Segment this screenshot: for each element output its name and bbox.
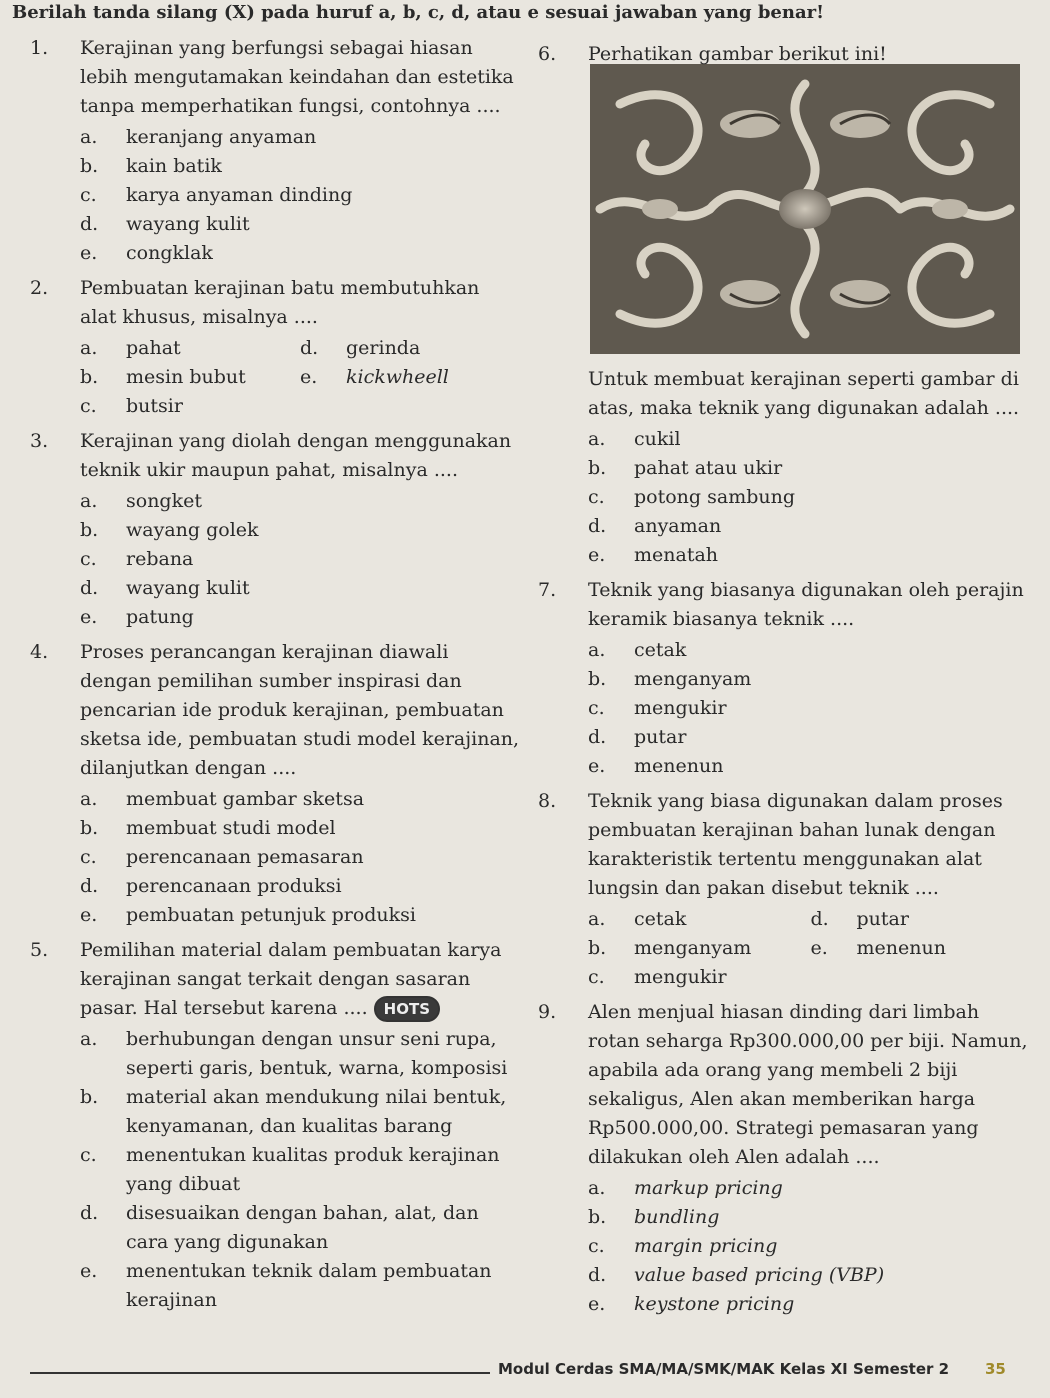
question-text: Alen menjual hiasan dinding dari limbah rotan seharga Rp300.000,00 per biji. Namun, apabila ada orang yang membeli 2 biji sekaligus, Alen akan memberikan harga Rp500.000,00. Strategi pemasaran yang dilakukan oleh Alen adalah ....	[588, 1001, 1028, 1168]
option-d[interactable]: d. disesuaikan dengan bahan, alat, dan cara yang digunakan	[80, 1202, 479, 1253]
question-number: 6.	[538, 43, 557, 65]
question-9	[538, 998, 1033, 1319]
question-text-continued: Untuk membuat kerajinan seperti gambar di atas, maka teknik yang digunakan adalah ....	[588, 368, 1020, 419]
option-e[interactable]: e. patung	[80, 606, 194, 628]
option-e[interactable]: e. menentukan teknik dalam pembuatan kerajinan	[80, 1260, 492, 1311]
option-e[interactable]: e. kickwheell	[300, 366, 449, 388]
option-a[interactable]: a. cetak	[588, 908, 687, 930]
option-d[interactable]: d. gerinda	[300, 337, 421, 359]
question-number: 4.	[30, 641, 49, 663]
option-a[interactable]: a. markup pricing	[588, 1177, 783, 1199]
option-b[interactable]: b. membuat studi model	[80, 817, 336, 839]
option-a[interactable]: a. pahat	[80, 337, 181, 359]
option-d[interactable]: d. wayang kulit	[80, 213, 250, 235]
option-d[interactable]: d. putar	[810, 908, 909, 930]
option-c[interactable]: c. mengukir	[588, 697, 727, 719]
option-b[interactable]: b. bundling	[588, 1206, 720, 1228]
footer-title: Modul Cerdas SMA/MA/SMK/MAK Kelas XI Semester 2	[498, 1360, 950, 1378]
question-text: Kerajinan yang berfungsi sebagai hiasan lebih mengutamakan keindahan dan estetika tanpa memperhatikan fungsi, contohnya ....	[80, 37, 514, 117]
option-d[interactable]: d. putar	[588, 726, 687, 748]
option-e[interactable]: e. pembuatan petunjuk produksi	[80, 904, 417, 926]
option-b[interactable]: b. kain batik	[80, 155, 222, 177]
option-a[interactable]: a. cetak	[588, 639, 687, 661]
option-a[interactable]: a. berhubungan dengan unsur seni rupa, seperti garis, bentuk, warna, komposisi	[80, 1028, 508, 1079]
question-text: Proses perancangan kerajinan diawali dengan pemilihan sumber inspirasi dan pencarian ide produk kerajinan, pembuatan sketsa ide, pembuatan studi model kerajinan, dilanjutkan dengan ....	[80, 641, 520, 779]
question-number: 9.	[538, 1001, 557, 1023]
question-text: Teknik yang biasa digunakan dalam proses pembuatan kerajinan bahan lunak dengan karakteristik tertentu menggunakan alat lungsin dan pakan disebut teknik ....	[588, 790, 1003, 899]
option-c[interactable]: c. perencanaan pemasaran	[80, 846, 364, 868]
option-e[interactable]: e. congklak	[80, 242, 213, 264]
option-a[interactable]: a. cukil	[588, 428, 681, 450]
question-number: 5.	[30, 939, 49, 961]
option-e[interactable]: e. menenun	[588, 755, 724, 777]
question-7	[538, 576, 1033, 781]
footer-rule	[30, 1372, 490, 1374]
option-e[interactable]: e. keystone pricing	[588, 1293, 795, 1315]
question-text: Perhatikan gambar berikut ini!	[588, 43, 887, 65]
option-d[interactable]: d. anyaman	[588, 515, 722, 537]
question-number: 1.	[30, 37, 49, 59]
question-text: Teknik yang biasanya digunakan oleh perajin keramik biasanya teknik ....	[588, 579, 1024, 630]
option-e[interactable]: e. menatah	[588, 544, 719, 566]
option-b[interactable]: b. mesin bubut	[80, 366, 246, 388]
option-b[interactable]: b. menganyam	[588, 668, 752, 690]
right-column	[538, 40, 1033, 1325]
option-c[interactable]: c. margin pricing	[588, 1235, 778, 1257]
option-c[interactable]: c. rebana	[80, 548, 194, 570]
option-a[interactable]: a. membuat gambar sketsa	[80, 788, 365, 810]
question-3	[30, 427, 520, 632]
hots-badge: HOTS	[374, 996, 440, 1022]
option-e[interactable]: e. menenun	[810, 937, 946, 959]
option-b[interactable]: b. material akan mendukung nilai bentuk, kenyamanan, dan kualitas barang	[80, 1086, 507, 1137]
option-d[interactable]: d. perencanaan produksi	[80, 875, 342, 897]
question-5	[30, 936, 520, 1315]
option-a[interactable]: a. keranjang anyaman	[80, 126, 317, 148]
option-b[interactable]: b. menganyam	[588, 937, 752, 959]
question-text: Kerajinan yang diolah dengan menggunakan teknik ukir maupun pahat, misalnya ....	[80, 430, 512, 481]
option-c[interactable]: c. butsir	[80, 395, 183, 417]
question-1	[30, 34, 520, 268]
question-number: 7.	[538, 579, 557, 601]
image-spacer	[588, 69, 1033, 365]
option-c[interactable]: c. mengukir	[588, 966, 727, 988]
question-number: 8.	[538, 790, 557, 812]
question-8	[538, 787, 1033, 992]
option-a[interactable]: a. songket	[80, 490, 202, 512]
question-2	[30, 274, 520, 421]
question-text: Pembuatan kerajinan batu membutuhkan alat khusus, misalnya ....	[80, 277, 480, 328]
question-number: 2.	[30, 277, 49, 299]
question-number: 3.	[30, 430, 49, 452]
option-c[interactable]: c. karya anyaman dinding	[80, 184, 353, 206]
option-b[interactable]: b. pahat atau ukir	[588, 457, 783, 479]
question-4	[30, 638, 520, 930]
option-d[interactable]: d. wayang kulit	[80, 577, 250, 599]
option-b[interactable]: b. wayang golek	[80, 519, 259, 541]
page-number: 35	[985, 1360, 1006, 1378]
option-c[interactable]: c. menentukan kualitas produk kerajinan yang dibuat	[80, 1144, 500, 1195]
instruction: Berilah tanda silang (X) pada huruf a, b, c, d, atau e sesuai jawaban yang benar!	[12, 2, 825, 23]
option-c[interactable]: c. potong sambung	[588, 486, 796, 508]
question-6	[538, 40, 1033, 570]
option-d[interactable]: d. value based pricing (VBP)	[588, 1264, 885, 1286]
question-text: Pemilihan material dalam pembuatan karya kerajinan sangat terkait dengan sasaran pasar. Hal tersebut karena .... HOTS	[80, 936, 520, 1023]
left-column	[30, 34, 520, 1321]
page-footer	[30, 1360, 1030, 1384]
